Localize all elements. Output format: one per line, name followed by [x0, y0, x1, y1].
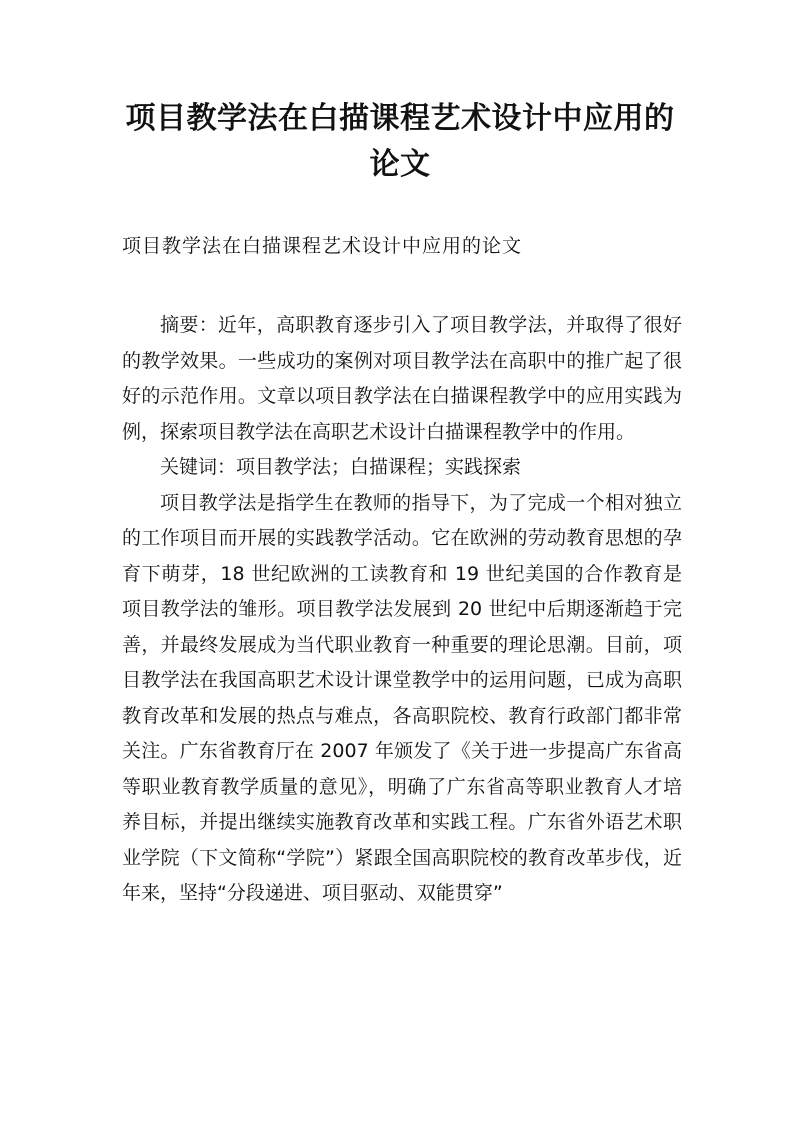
title-line-2: 论文	[369, 147, 431, 182]
title-line-1: 项目教学法在白描课程艺术设计中应用的	[125, 101, 675, 136]
document-subtitle: 项目教学法在白描课程艺术设计中应用的论文	[122, 235, 523, 257]
keywords-paragraph: 关键词：项目教学法；白描课程；实践探索	[160, 456, 522, 478]
document-title	[110, 96, 690, 188]
abstract-paragraph: 摘要：近年，高职教育逐步引入了项目教学法，并取得了很好的教学效果。一些成功的案例对项目教学法在高职中的推广起了很好的示范作用。文章以项目教学法在白描课程教学中的应用实践为例，探索项目教学法在高职艺术设计白描课程教学中的作用。	[122, 314, 682, 443]
document-body	[122, 308, 682, 912]
body-paragraph: 项目教学法是指学生在教师的指导下，为了完成一个相对独立的工作项目而开展的实践教学活动。它在欧洲的劳动教育思想的孕育下萌芽，18 世纪欧洲的工读教育和 19 世纪美国的合作教育是项目教学法的雏形。项目教学法发展到 20 世纪中后期逐渐趋于完善，并最终发展成为当代职业教育一种重要的理论思潮。目前，项目教学法在我国高职艺术设计课堂教学中的运用问题，已成为高职教育改革和发展的热点与难点，各高职院校、教育行政部门都非常关注。广东省教育厅在 2007 年颁发了《关于进一步提高广东省高等职业教育教学质量的意见》，明确了广东省高等职业教育人才培养目标，并提出继续实施教育改革和实践工程。广东省外语艺术职业学院（下文简称“学院”）紧跟全国高职院校的教育改革步伐，近年来，坚持“分段递进、项目驱动、双能贯穿”	[122, 491, 682, 904]
